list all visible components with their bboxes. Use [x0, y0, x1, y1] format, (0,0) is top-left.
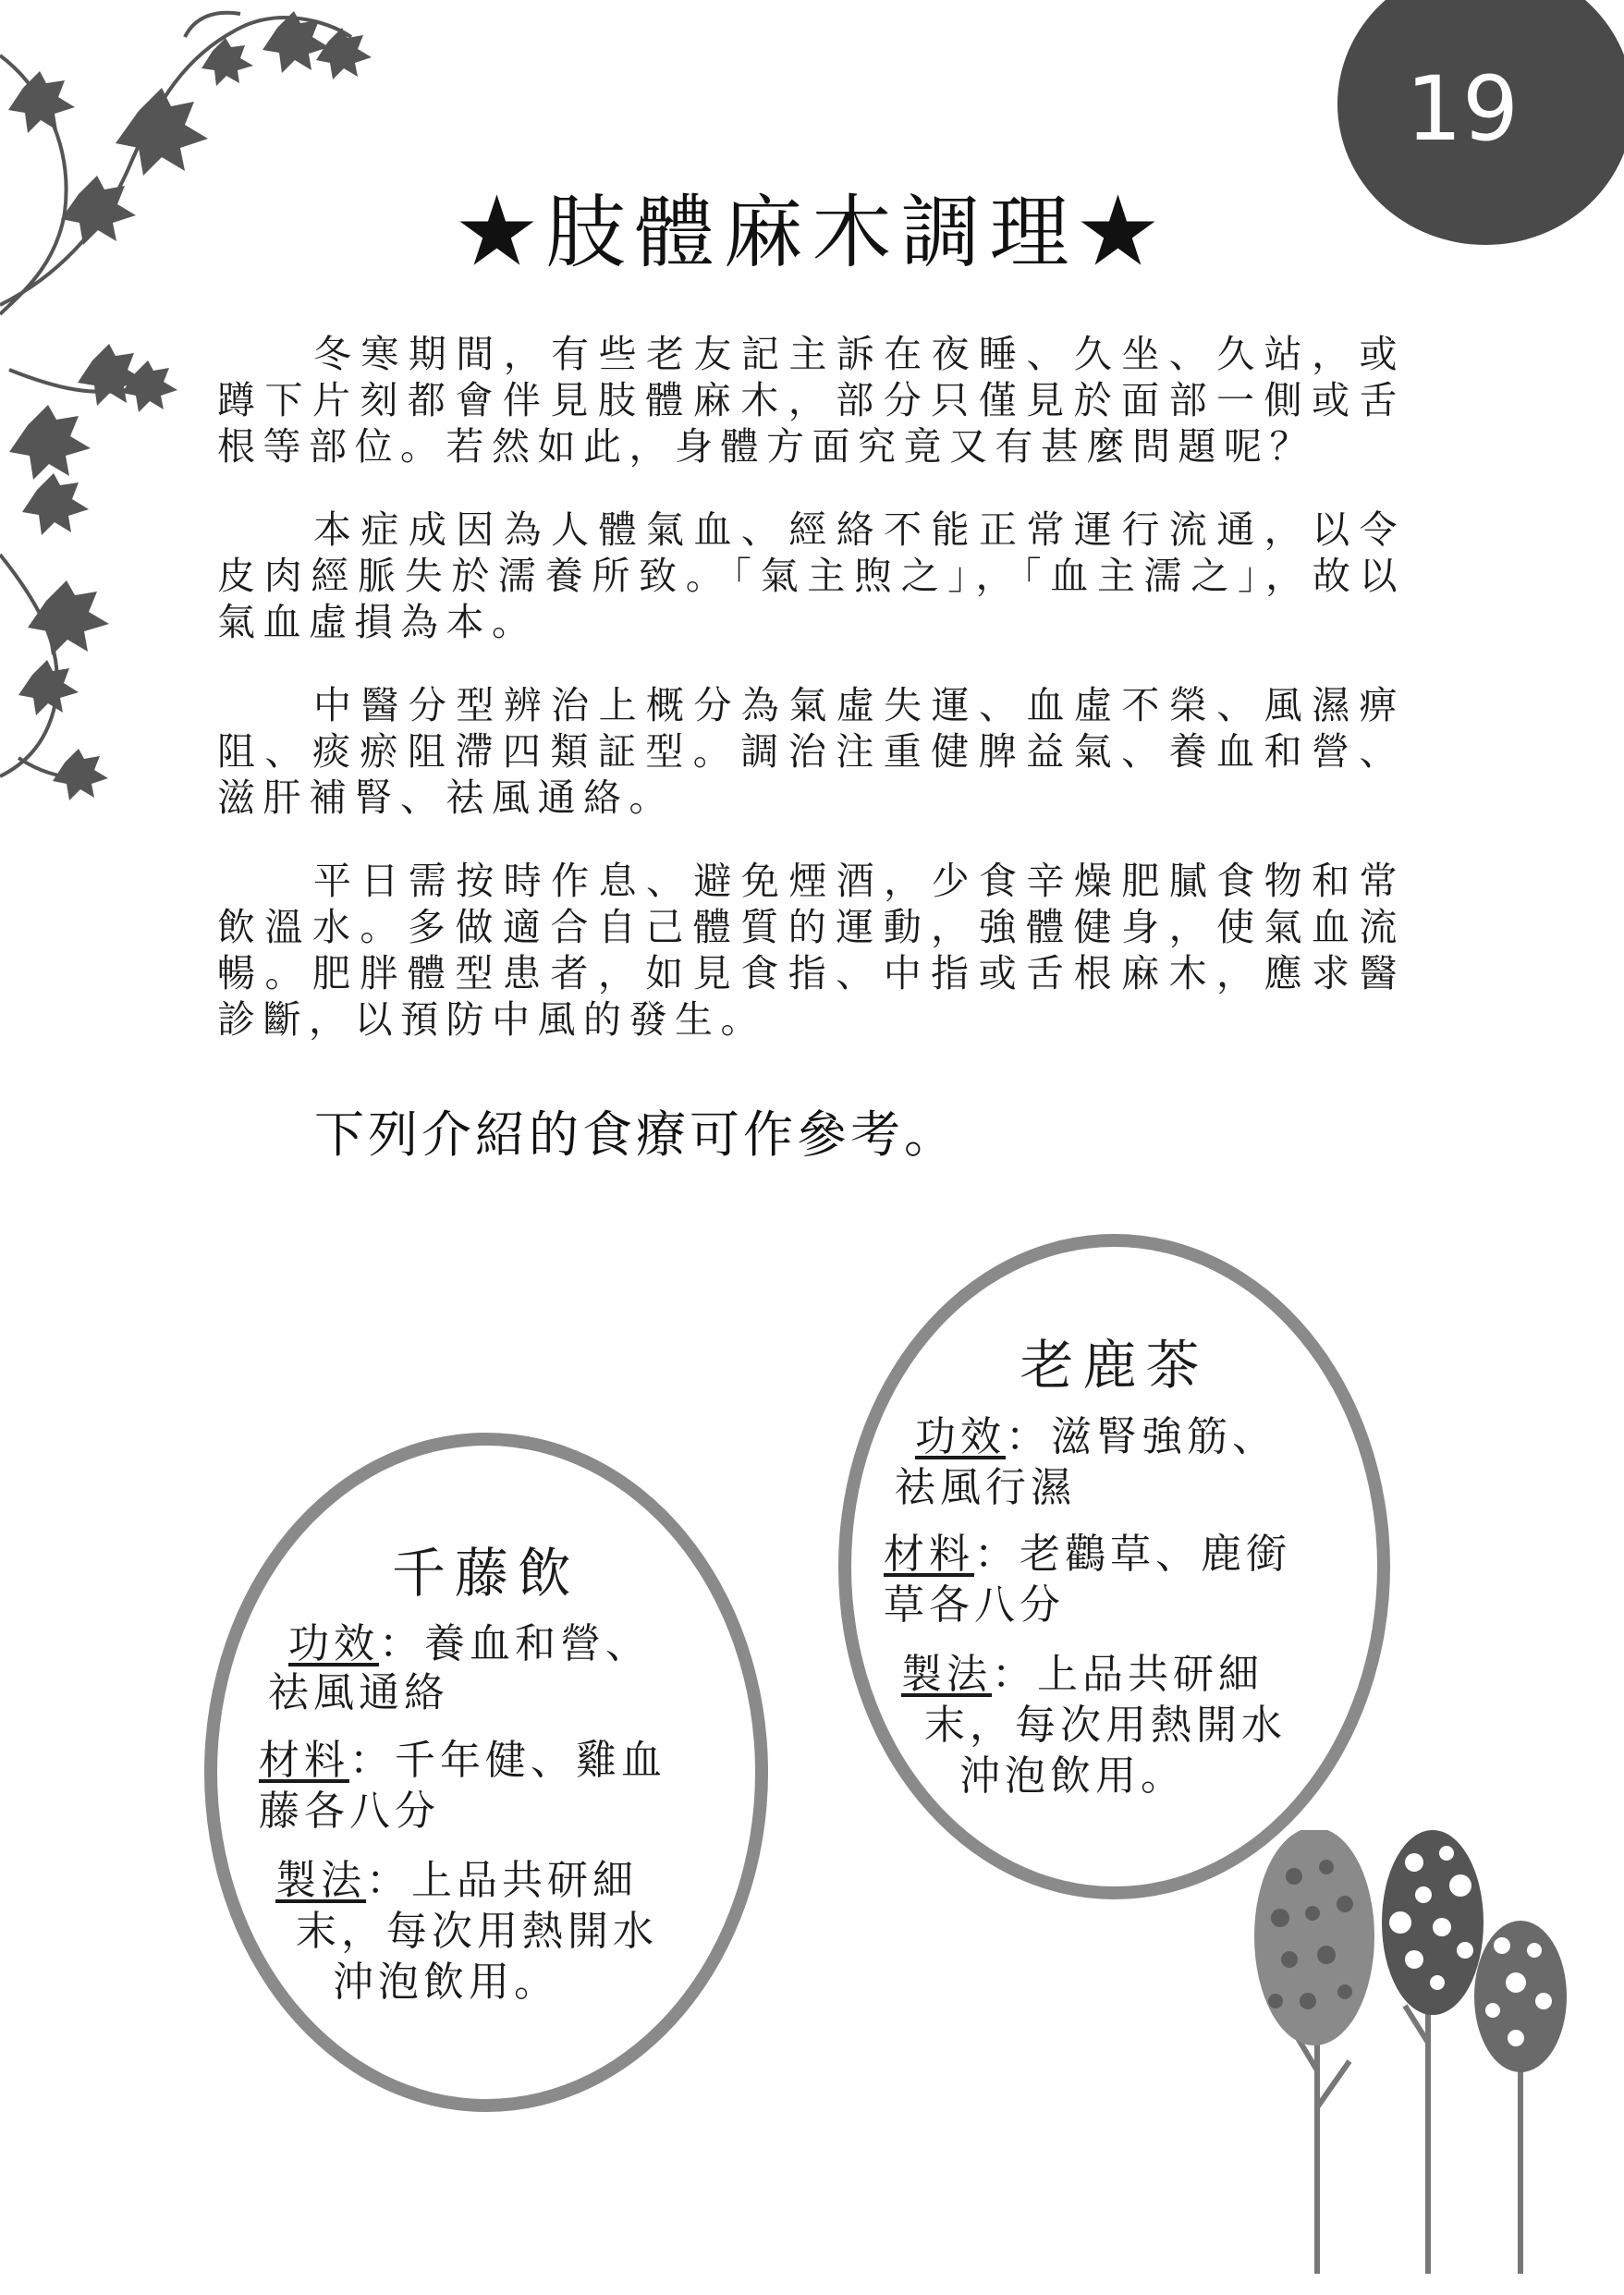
material-label: 材料 [884, 1531, 974, 1578]
recipe-method-line-2: 末，每次用熱開水 [924, 1702, 1287, 1749]
effect-text: ：滋腎強筋、 [1006, 1413, 1277, 1460]
recipe-effect-line [288, 1619, 651, 1669]
recipe-method-line [901, 1650, 1264, 1700]
method-label: 製法 [275, 1857, 366, 1904]
paragraph: 平日需按時作息、避免煙酒，少食辛燥肥膩食物和常飲溫水。多做適合自己體質的運動，強體健身，使氣血流暢。肥胖體型患者，如見食指、中指或舌根麻木，應求醫診斷，以預防中風的發生。 [217, 859, 1405, 1042]
effect-label: 功效 [288, 1620, 379, 1667]
method-label: 製法 [901, 1651, 992, 1698]
page-title: ★肢體麻木調理★ [457, 187, 1167, 279]
effect-label: 功效 [915, 1413, 1006, 1460]
recipe-method-line-3: 沖泡飲用。 [333, 1959, 559, 2006]
recipe-material-line [259, 1736, 666, 1786]
material-text: ：老鸛草、鹿銜 [974, 1531, 1291, 1578]
paragraph: 中醫分型辨治上概分為氣虛失運、血虛不榮、風濕痹阻、痰瘀阻滯四類証型。調治注重健脾益氣、養血和營、滋肝補腎、祛風通絡。 [217, 683, 1405, 820]
polka-dot-trees-icon [1239, 1830, 1608, 2274]
recipe-material-line [884, 1530, 1291, 1580]
page-number: 19 [1405, 57, 1520, 161]
recipe-effect-line-2: 祛風行濕 [895, 1464, 1076, 1511]
recipe-method-line [275, 1856, 638, 1906]
recipe-material-line-2: 草各八分 [884, 1581, 1065, 1629]
material-text: ：千年健、雞血 [349, 1737, 666, 1784]
method-text: ：上品共研細 [366, 1857, 638, 1904]
recipe-method-line-2: 末，每次用熱開水 [296, 1908, 658, 1955]
effect-text: ：養血和營、 [379, 1620, 651, 1667]
paragraph: 本症成因為人體氣血、經絡不能正常運行流通，以令皮肉經脈失於濡養所致。「氣主煦之」，「血主濡之」，故以氣血虛損為本。 [217, 507, 1405, 644]
recipe-intro: 下列介紹的食療可作參考。 [314, 1105, 958, 1164]
material-label: 材料 [259, 1737, 349, 1784]
paragraph: 冬寒期間，有些老友記主訴在夜睡、久坐、久站，或蹲下片刻都會伴見肢體麻木，部分只僅見於面部一側或舌根等部位。若然如此，身體方面究竟又有甚麼問題呢？ [217, 332, 1405, 469]
method-text: ：上品共研細 [992, 1651, 1264, 1698]
recipe-method-line-3: 沖泡飲用。 [959, 1752, 1186, 1800]
recipe-effect-line [915, 1412, 1277, 1462]
article-body [217, 331, 1405, 1080]
recipe-material-line-2: 藤各八分 [259, 1788, 440, 1835]
recipe-title: 老鹿茶 [1020, 1334, 1209, 1397]
recipe-effect-line-2: 祛風通絡 [268, 1669, 449, 1716]
recipe-title: 千藤飲 [391, 1542, 580, 1605]
